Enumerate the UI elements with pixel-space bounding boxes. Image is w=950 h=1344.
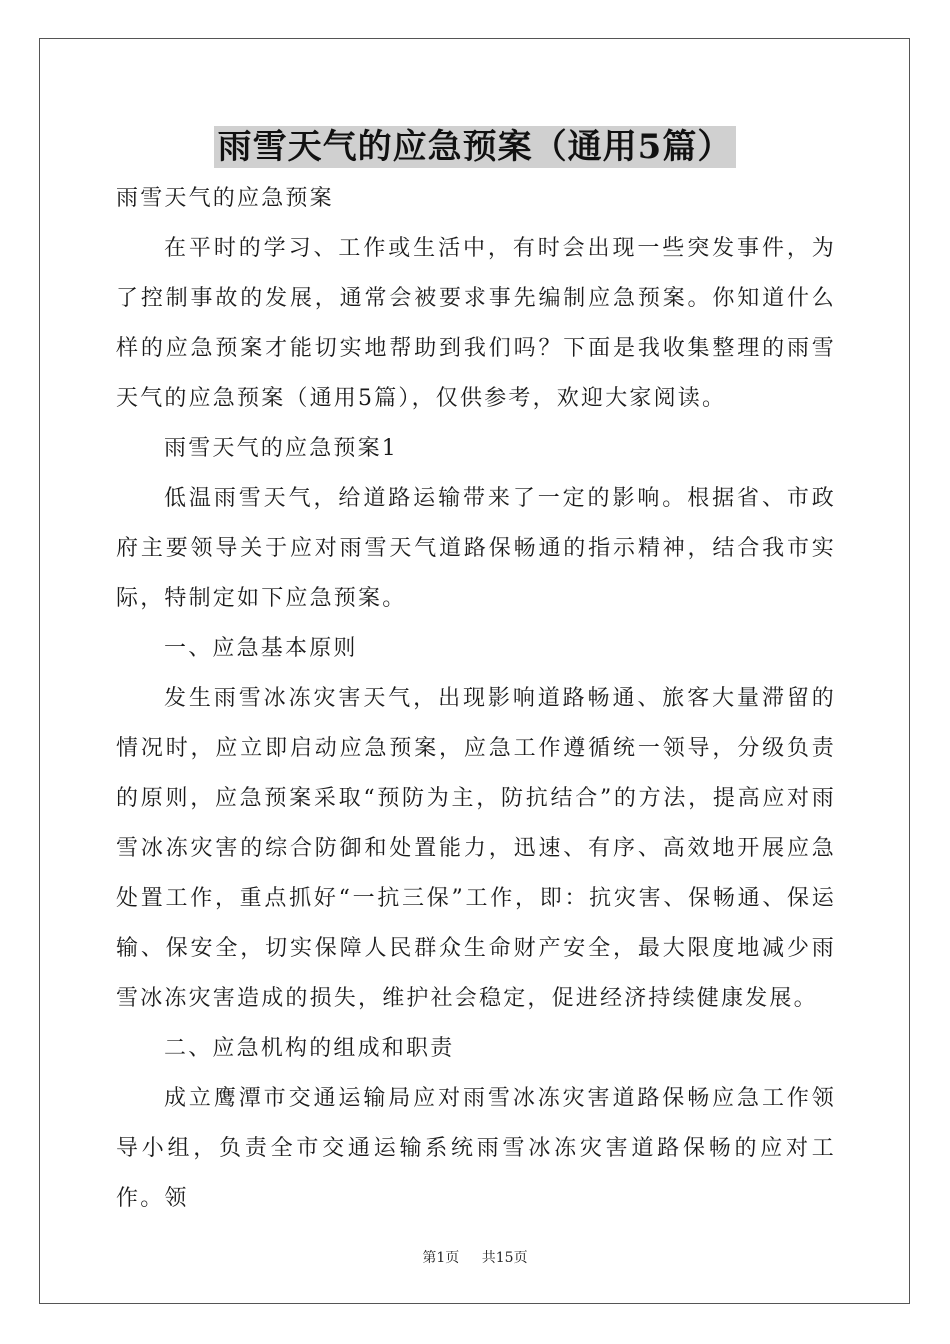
paragraph: 雨雪天气的应急预案 — [116, 186, 334, 211]
paragraph: 低温雨雪天气，给道路运输带来了一定的影响。根据省、市政府主要领导关于应对雨雪天气道路保畅通的指示精神，结合我市实际，特制定如下应急预案。 — [116, 486, 836, 611]
document-body — [116, 174, 836, 1224]
paragraph: 在平时的学习、工作或生活中，有时会出现一些突发事件，为了控制事故的发展，通常会被要求事先编制应急预案。你知道什么样的应急预案才能切实地帮助到我们吗？下面是我收集整理的雨雪天气的应急预案（通用5篇），仅供参考，欢迎大家阅读。 — [116, 236, 836, 411]
section-heading: 雨雪天气的应急预案1 — [164, 436, 398, 461]
section-heading: 一、应急基本原则 — [164, 636, 358, 661]
page-number: 第1页 — [422, 1250, 460, 1266]
page-footer — [0, 1247, 950, 1267]
paragraph: 成立鹰潭市交通运输局应对雨雪冰冻灾害道路保畅应急工作领导小组，负责全市交通运输系统雨雪冰冻灾害道路保畅的应对工作。领 — [116, 1086, 836, 1211]
paragraph: 发生雨雪冰冻灾害天气，出现影响道路畅通、旅客大量滞留的情况时，应立即启动应急预案，应急工作遵循统一领导，分级负责的原则，应急预案采取“预防为主，防抗结合”的方法，提高应对雨雪冰冻灾害的综合防御和处置能力，迅速、有序、高效地开展应急处置工作，重点抓好“一抗三保”工作，即：抗灾害、保畅通、保运输、保安全，切实保障人民群众生命财产安全，最大限度地减少雨雪冰冻灾害造成的损失，维护社会稳定，促进经济持续健康发展。 — [116, 686, 836, 1011]
title-wrap — [0, 126, 950, 168]
page-total: 共15页 — [481, 1250, 528, 1266]
section-heading: 二、应急机构的组成和职责 — [164, 1036, 455, 1061]
document-title: 雨雪天气的应急预案（通用5篇） — [214, 126, 737, 168]
